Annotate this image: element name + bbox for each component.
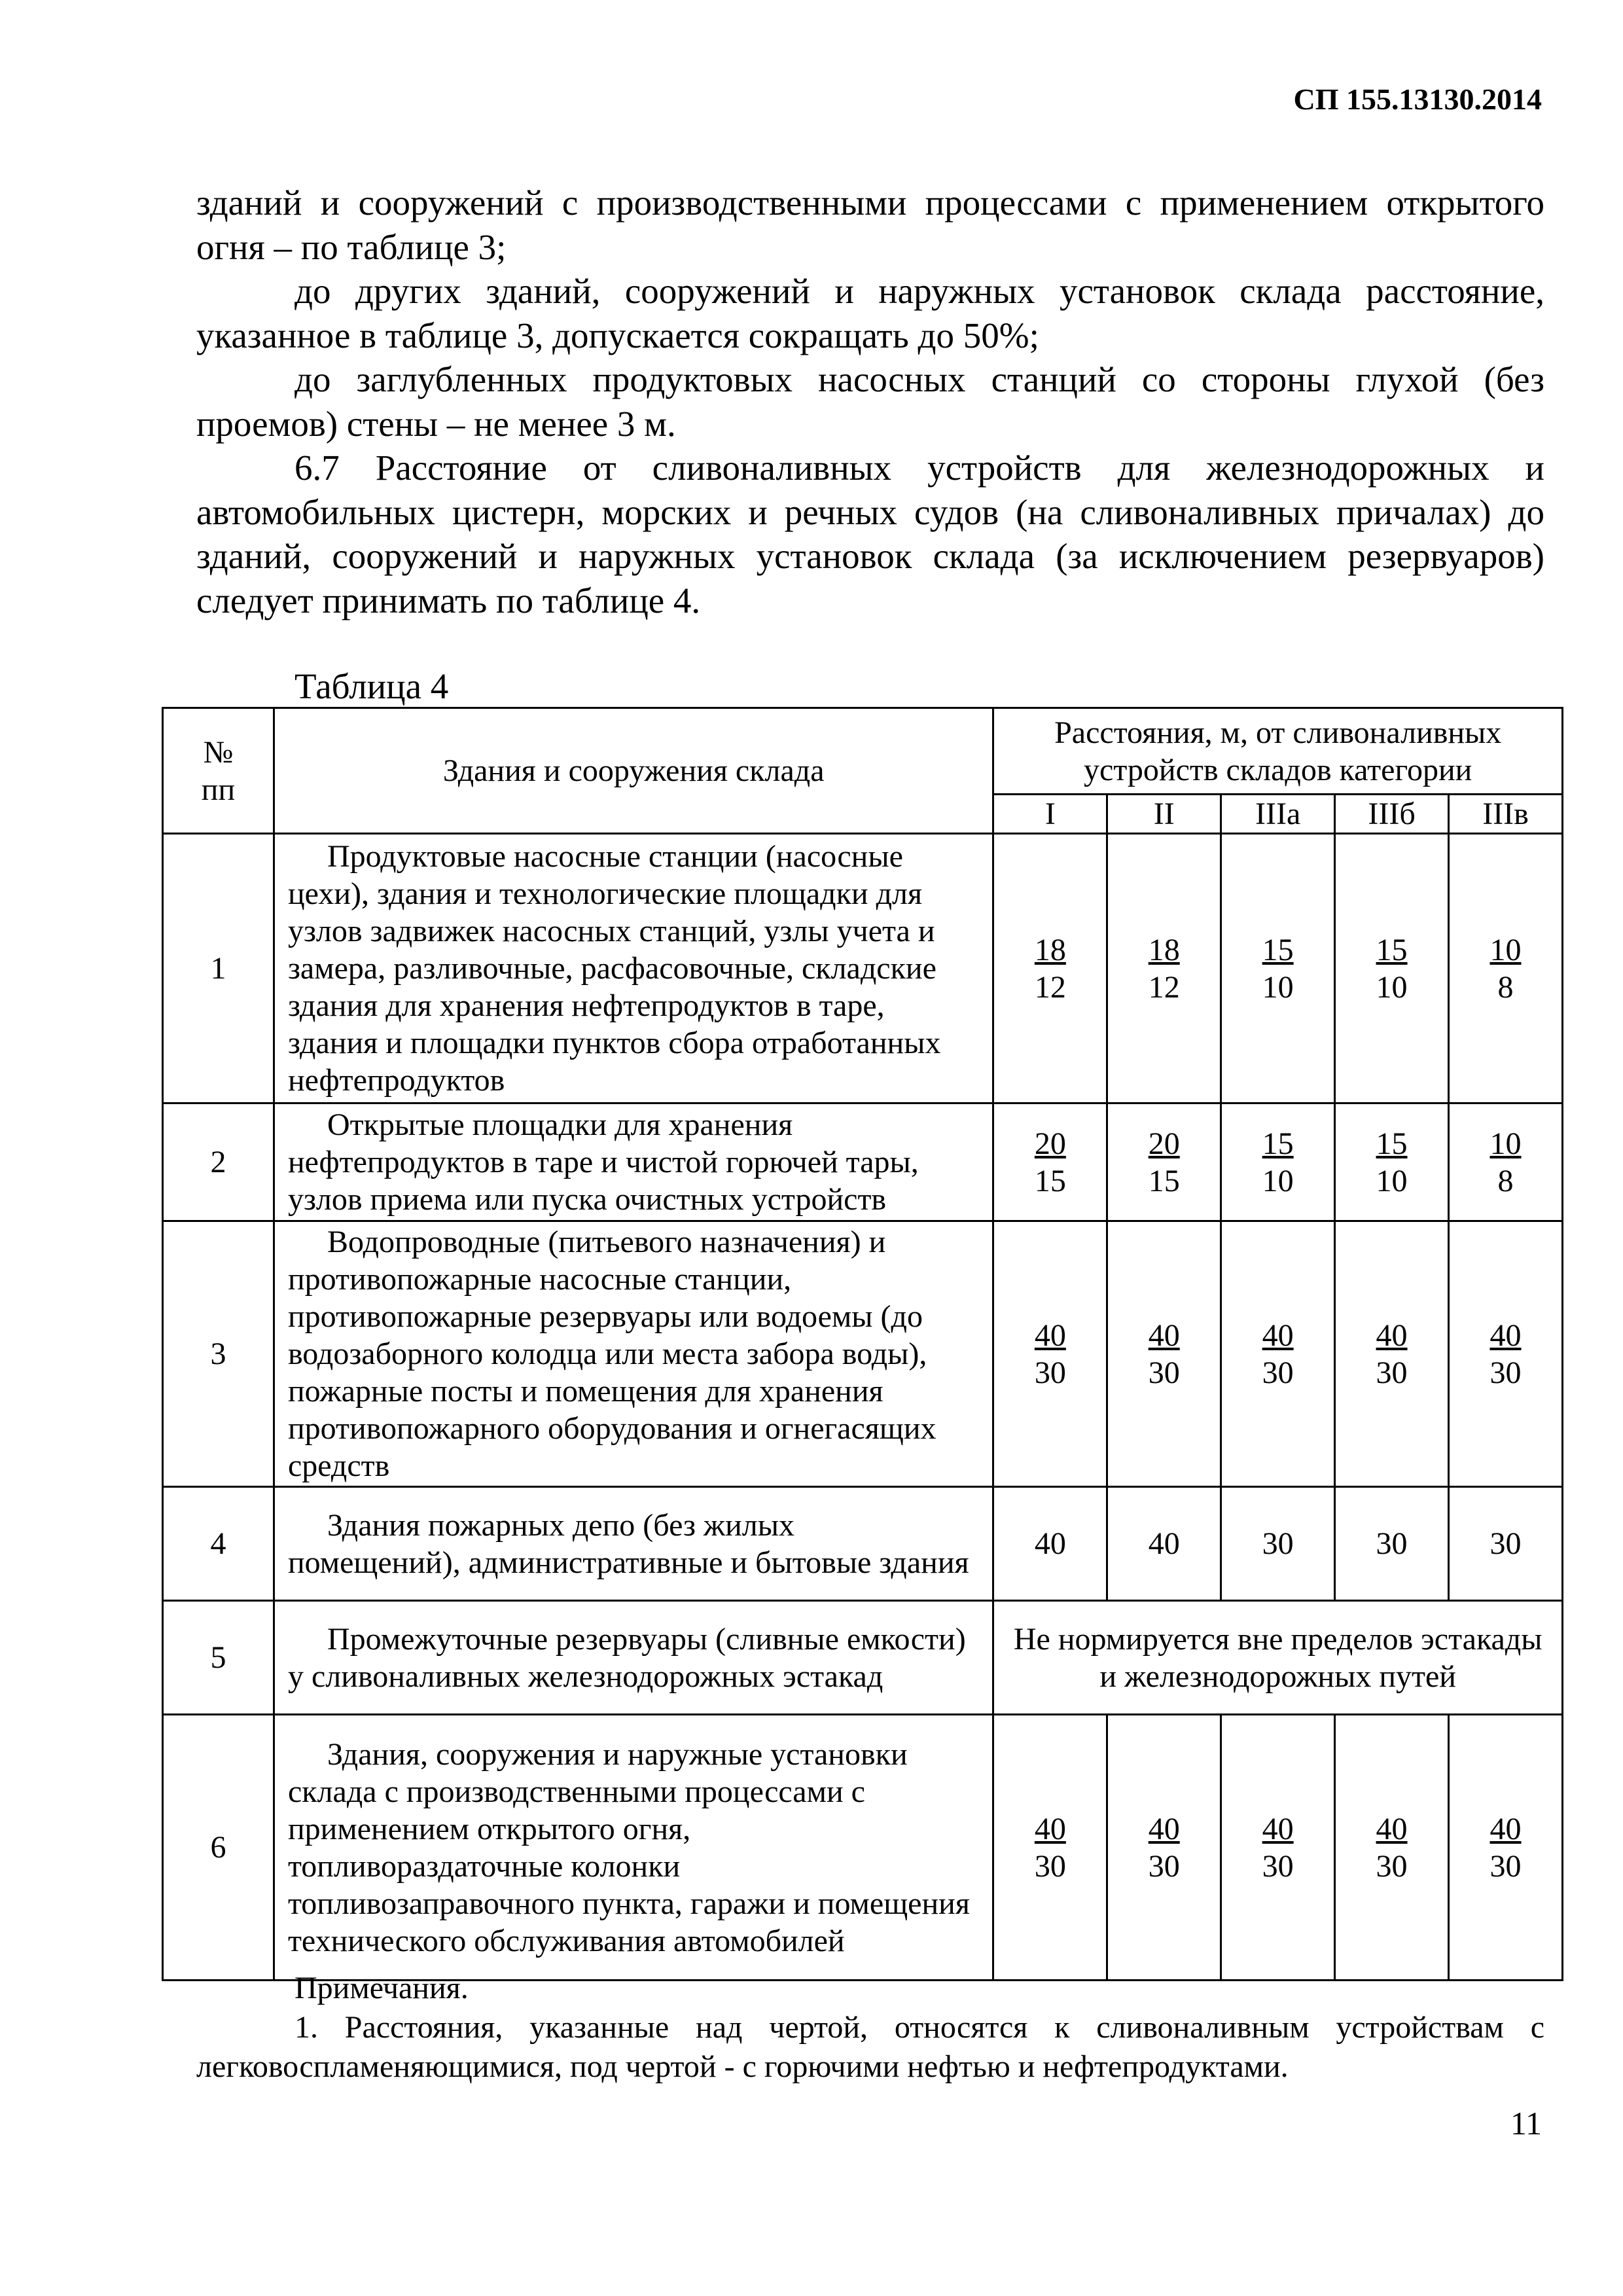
value-bottom: 8 — [1497, 1163, 1514, 1198]
value-top: 18 — [1034, 932, 1066, 967]
distance-value — [1107, 1221, 1221, 1487]
row-number: 5 — [163, 1601, 274, 1715]
value-bottom: 30 — [1148, 1355, 1180, 1390]
value-bottom: 10 — [1262, 1163, 1294, 1198]
notes-title: Примечания. — [294, 1971, 469, 2005]
value-bottom: 30 — [1489, 1355, 1522, 1390]
distance-value — [1107, 1103, 1221, 1221]
value-bottom: 10 — [1262, 969, 1294, 1005]
value-bottom: 30 — [1148, 1848, 1180, 1884]
row-name-text: Промежуточные резервуары (сливные емкости) у сливоналивных железнодорожных эстакад — [287, 1621, 966, 1694]
value-top: 15 — [1376, 932, 1408, 967]
distance-value — [1449, 1221, 1563, 1487]
row-number: 1 — [163, 834, 274, 1103]
page-number: 11 — [1510, 2105, 1542, 2142]
value-top: 40 — [1262, 1811, 1294, 1846]
table-row — [163, 1487, 1563, 1601]
row-name — [274, 1103, 993, 1221]
row-number: 6 — [163, 1715, 274, 1981]
distance-value — [1449, 1103, 1563, 1221]
note-item: 1. Расстояния, указанные над чертой, относятся к сливоналивным устройствам с легковоспламеняющимися, под чертой - с горючими нефтью и нефтепродуктами. — [196, 2010, 1544, 2084]
value-top: 40 — [1376, 1318, 1408, 1353]
distance-value — [1221, 1715, 1335, 1981]
value-top: 40 — [1148, 1318, 1180, 1353]
value-bottom: 30 — [1376, 1848, 1408, 1884]
value-bottom: 10 — [1376, 1163, 1408, 1198]
distance-value: 30 — [1449, 1487, 1563, 1601]
value-top: 40 — [1376, 1811, 1408, 1846]
value-top: 40 — [1489, 1318, 1522, 1353]
distance-value — [1449, 834, 1563, 1103]
row-number: 4 — [163, 1487, 274, 1601]
distance-value — [993, 834, 1107, 1103]
header-category: II — [1107, 795, 1221, 834]
table-row — [163, 1601, 1563, 1715]
table-row — [163, 834, 1563, 1103]
notes — [196, 1969, 1544, 2087]
distance-value — [993, 1221, 1107, 1487]
paragraph: 6.7 Расстояние от сливоналивных устройств для железнодорожных и автомобильных цистерн, морских и речных судов (на сливоналивных причалах) до зданий, сооружений и наружных установок склада (за исключением резервуаров) следует принимать по таблице 4. — [196, 448, 1544, 620]
distance-value — [1107, 834, 1221, 1103]
header-name: Здания и сооружения склада — [274, 708, 993, 834]
header-category: IIIв — [1449, 795, 1563, 834]
header-category: IIIб — [1335, 795, 1449, 834]
distance-value — [1335, 1103, 1449, 1221]
value-top: 15 — [1262, 1126, 1294, 1161]
distance-value: 30 — [1335, 1487, 1449, 1601]
header-num: № пп — [163, 708, 274, 834]
distance-value — [1335, 1715, 1449, 1981]
row-name-text: Открытые площадки для хранения нефтепродуктов в таре и чистой горючей тары, узлов приема или пуска очистных устройств — [287, 1107, 919, 1217]
row-name-text: Здания, сооружения и наружные установки склада с производственными процессами с применением открытого огня, топливораздаточные колонки топливозаправочного пункта, гаражи и помещения технического обслуживания автомобилей — [287, 1736, 970, 1958]
distance-value: 30 — [1221, 1487, 1335, 1601]
value-bottom: 30 — [1262, 1848, 1294, 1884]
value-top: 15 — [1262, 932, 1294, 967]
distance-value: 40 — [993, 1487, 1107, 1601]
row-name-text: Водопроводные (питьевого назначения) и противопожарные насосные станции, противопожарные резервуары или водоемы (до водозаборного колодца или места забора воды), пожарные посты и помещения для хранения противопожарного оборудования и огнегасящих средств — [287, 1225, 936, 1483]
value-bottom: 12 — [1148, 969, 1180, 1005]
distance-value — [1221, 1221, 1335, 1487]
document-code: СП 155.13130.2014 — [1293, 82, 1542, 116]
value-top: 10 — [1489, 932, 1522, 967]
value-bottom: 30 — [1034, 1355, 1066, 1390]
value-top: 20 — [1034, 1126, 1066, 1161]
distance-value — [1221, 834, 1335, 1103]
value-top: 40 — [1034, 1318, 1066, 1353]
value-bottom: 30 — [1262, 1355, 1294, 1390]
row-name — [274, 1601, 993, 1715]
value-top: 20 — [1148, 1126, 1180, 1161]
value-top: 40 — [1262, 1318, 1294, 1353]
table-row — [163, 1221, 1563, 1487]
value-top: 10 — [1489, 1126, 1522, 1161]
distance-value — [1335, 1221, 1449, 1487]
paragraph: зданий и сооружений с производственными процессами с применением открытого огня – по таблице 3; — [196, 183, 1544, 267]
header-distance: Расстояния, м, от сливоналивных устройств складов категории — [993, 708, 1563, 795]
value-bottom: 30 — [1034, 1848, 1066, 1884]
value-bottom: 15 — [1148, 1163, 1180, 1198]
paragraph: до других зданий, сооружений и наружных установок склада расстояние, указанное в таблице 3, допускается сокращать до 50%; — [196, 271, 1544, 355]
value-top: 40 — [1034, 1811, 1066, 1846]
table-caption: Таблица 4 — [294, 666, 449, 706]
distance-value — [1221, 1103, 1335, 1221]
value-bottom: 10 — [1376, 969, 1408, 1005]
row-number: 3 — [163, 1221, 274, 1487]
row-name — [274, 1715, 993, 1981]
value-top: 15 — [1376, 1126, 1408, 1161]
value-bottom: 8 — [1497, 969, 1514, 1005]
header-category: IIIа — [1221, 795, 1335, 834]
row-name — [274, 1221, 993, 1487]
merged-note: Не нормируется вне пределов эстакады и железнодорожных путей — [993, 1601, 1563, 1715]
row-name-text: Здания пожарных депо (без жилых помещений), административные и бытовые здания — [287, 1507, 969, 1580]
distance-value — [1335, 834, 1449, 1103]
paragraph: до заглубленных продуктовых насосных станций со стороны глухой (без проемов) стены – не менее 3 м. — [196, 359, 1544, 444]
distance-value — [993, 1715, 1107, 1981]
value-bottom: 30 — [1376, 1355, 1408, 1390]
distance-table — [162, 707, 1563, 1981]
distance-value — [1449, 1715, 1563, 1981]
row-name — [274, 834, 993, 1103]
table-row — [163, 1715, 1563, 1981]
distance-value — [1107, 1715, 1221, 1981]
value-top: 18 — [1148, 932, 1180, 967]
body-text — [196, 181, 1544, 622]
value-bottom: 12 — [1034, 969, 1066, 1005]
distance-value — [993, 1103, 1107, 1221]
value-top: 40 — [1148, 1811, 1180, 1846]
row-number: 2 — [163, 1103, 274, 1221]
distance-value: 40 — [1107, 1487, 1221, 1601]
value-bottom: 15 — [1034, 1163, 1066, 1198]
value-top: 40 — [1489, 1811, 1522, 1846]
row-name — [274, 1487, 993, 1601]
row-name-text: Продуктовые насосные станции (насосные цехи), здания и технологические площадки для узлов задвижек насосных станций, узлы учета и замера, разливочные, расфасовочные, складские здания для хранения нефтепродуктов в таре, здания и площадки пунктов сбора отработанных нефтепродуктов — [287, 839, 941, 1098]
table-row — [163, 1103, 1563, 1221]
value-bottom: 30 — [1489, 1848, 1522, 1884]
header-category: I — [993, 795, 1107, 834]
